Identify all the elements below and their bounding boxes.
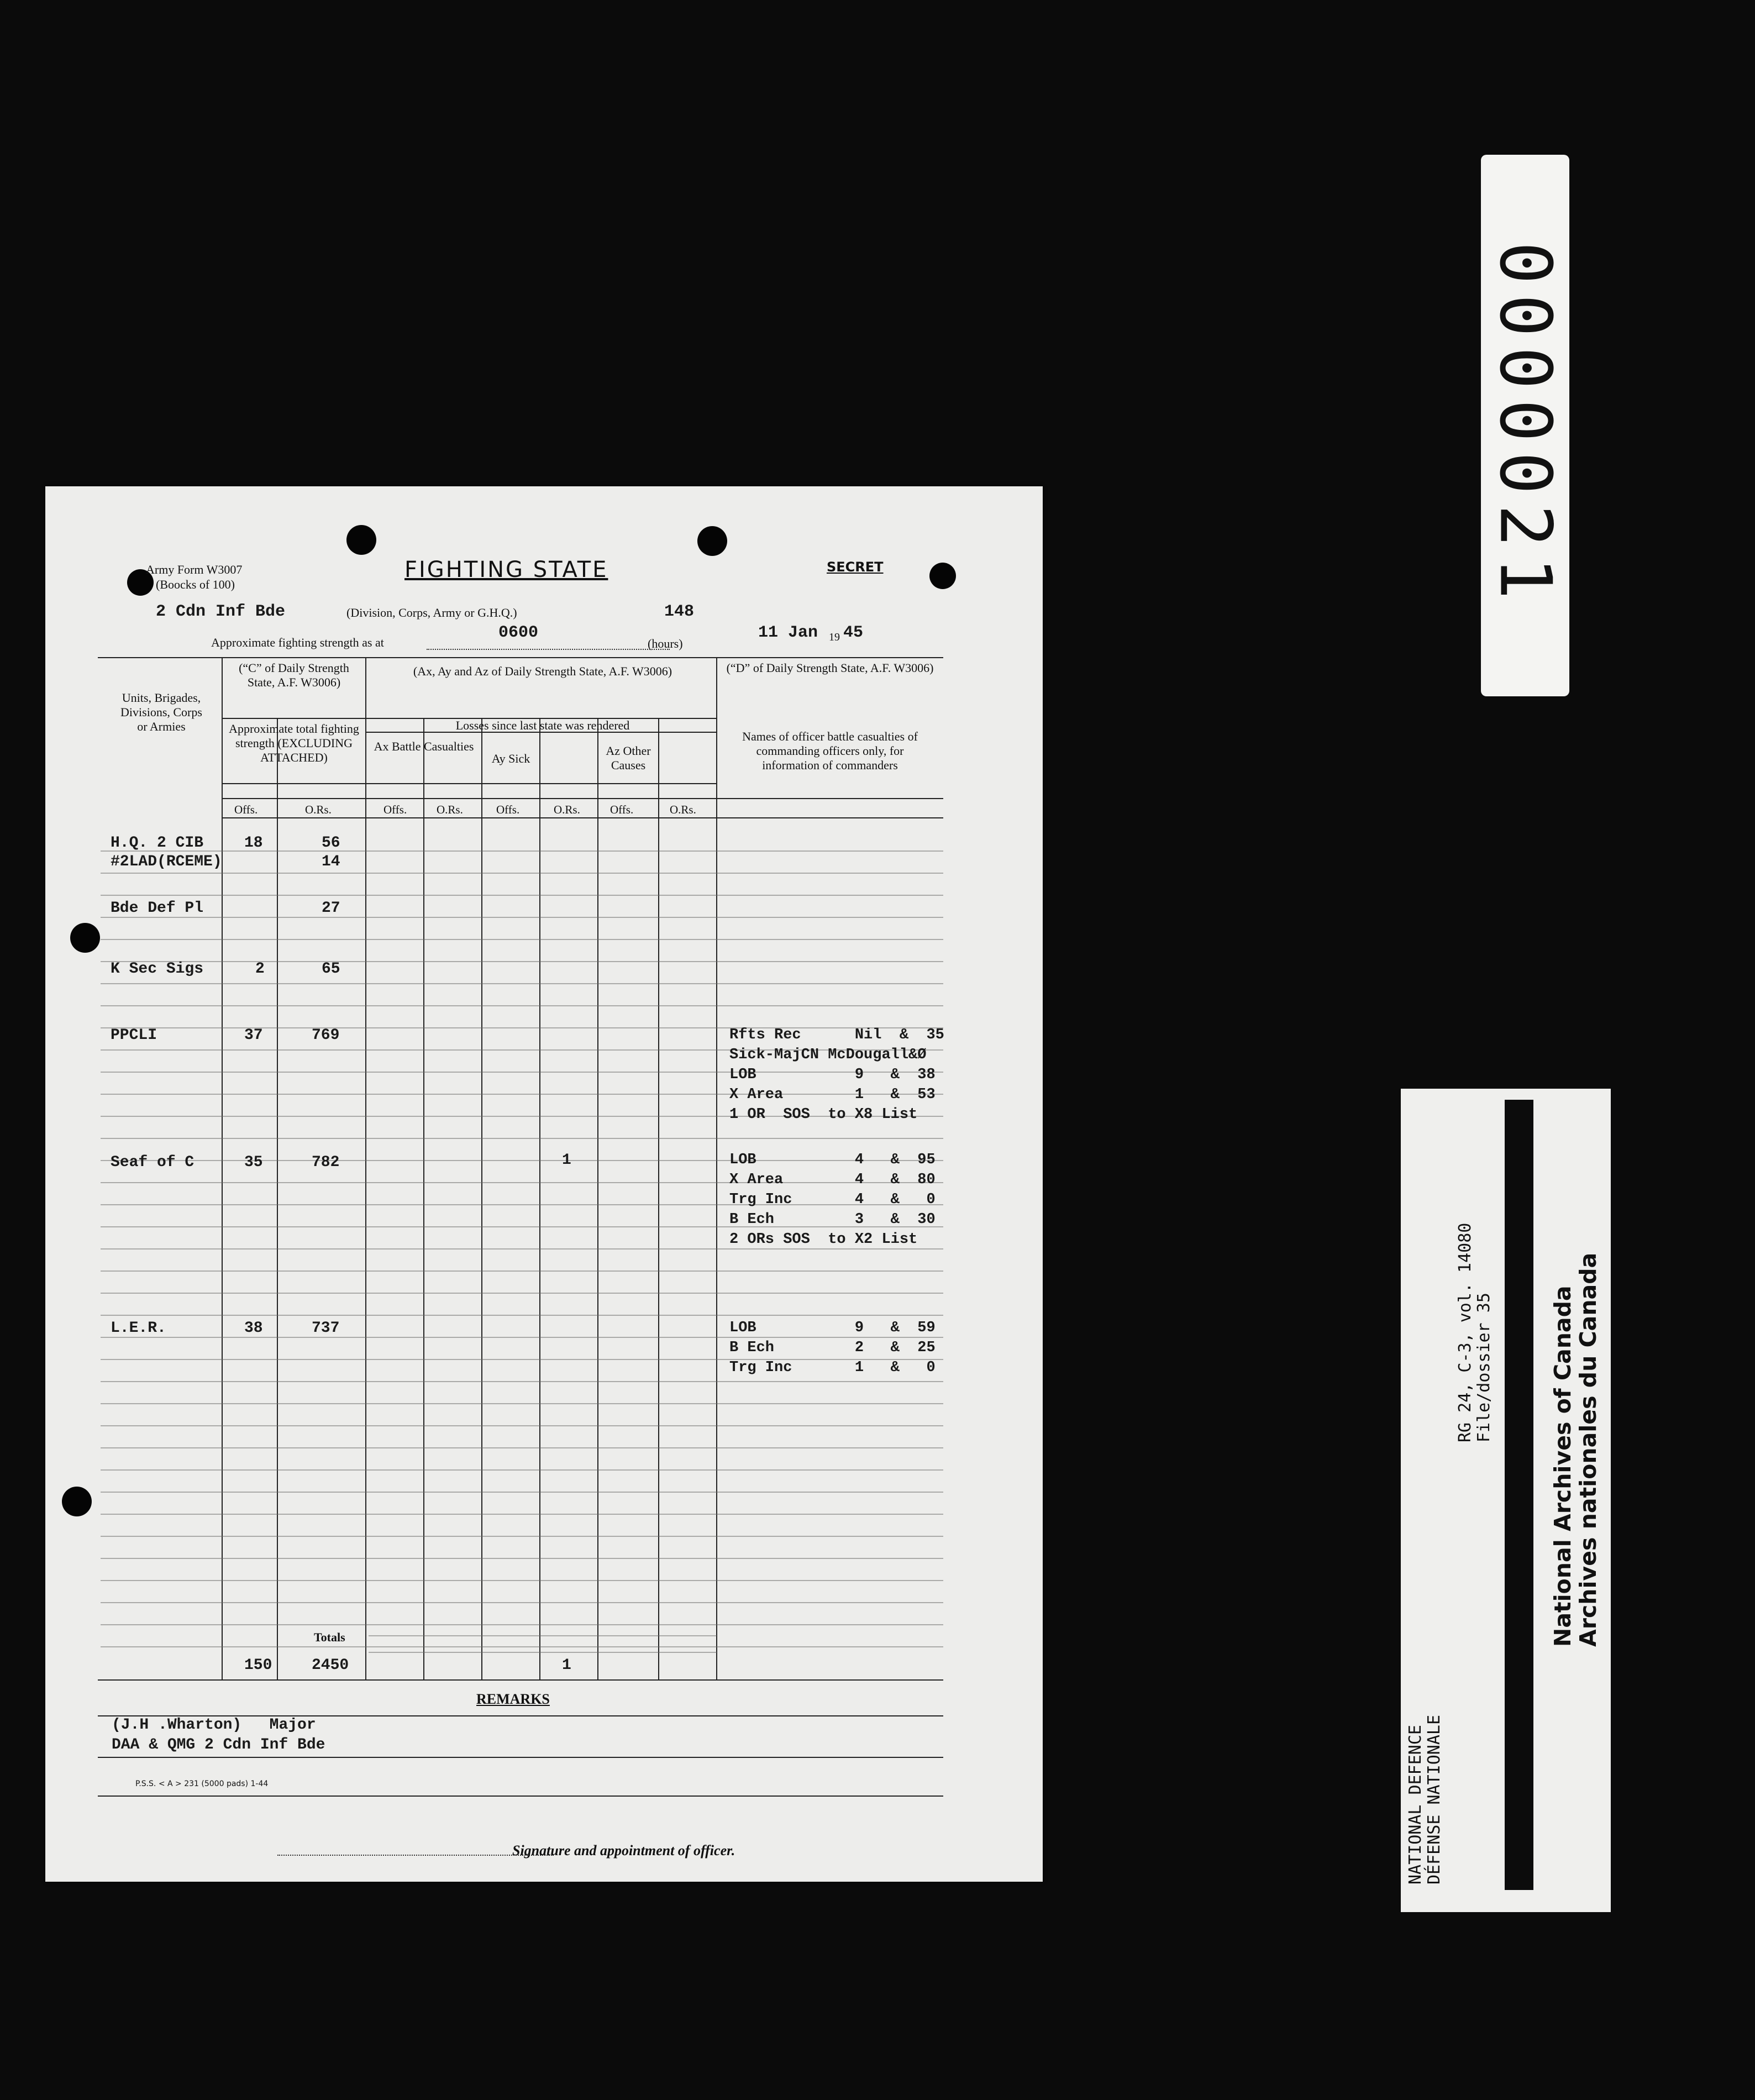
- unit-offs: 35: [244, 1154, 263, 1171]
- unit-ors: 27: [322, 900, 340, 917]
- remarks-entry: 1 OR SOS to X8 List: [729, 1106, 918, 1123]
- unit-name: #2LAD(RCEME): [111, 853, 222, 870]
- header-ax-battle: Ax Battle Casualties: [374, 739, 474, 753]
- col-ors: O.Rs.: [554, 803, 580, 816]
- fighting-state-form: [45, 486, 1043, 1882]
- unit-ors: 737: [312, 1320, 340, 1337]
- unit-sick-ors: 1: [562, 1152, 571, 1169]
- signer-name: (J.H .Wharton) Major: [112, 1716, 316, 1734]
- header-c-daily: (“C” of Daily Strength State, A.F. W3006): [239, 661, 349, 689]
- col-offs: Offs.: [610, 803, 634, 816]
- unit-name: Seaf of C: [111, 1154, 195, 1171]
- col-offs: Offs.: [383, 803, 407, 816]
- header-ay-sick: Ay Sick: [491, 752, 530, 765]
- remarks-heading: REMARKS: [476, 1691, 550, 1707]
- hours-caption: (hours): [648, 637, 683, 650]
- unit-offs: 37: [244, 1027, 263, 1044]
- unit-ors: 65: [322, 960, 340, 978]
- remarks-entry: Trg Inc 4 & 0: [729, 1191, 936, 1208]
- header-names: Names of officer battle casualties of commanding officers only, for information of commanders: [742, 729, 918, 772]
- archive-name-en: National Archives of Canada: [1549, 1285, 1576, 1647]
- col-offs: Offs.: [234, 803, 258, 816]
- frame-number: 0000021: [1484, 242, 1567, 610]
- col-ors: O.Rs.: [670, 803, 696, 816]
- archive-ref-line1: RG 24, C-3, vol. 14080: [1456, 1222, 1475, 1442]
- unit-ors: 14: [322, 853, 340, 870]
- unit-ors: 56: [322, 834, 340, 852]
- unit-offs: 18: [244, 834, 263, 852]
- remarks-entry: LOB 4 & 95: [729, 1152, 936, 1168]
- remarks-entry: LOB 9 & 59: [729, 1320, 936, 1336]
- remarks-entry: Trg Inc 1 & 0: [729, 1359, 936, 1376]
- print-code: P.S.S. < A > 231 (5000 pads) 1-44: [135, 1779, 269, 1788]
- form-number: 148: [664, 602, 695, 621]
- signature-caption: Signature and appointment of officer.: [512, 1842, 735, 1859]
- unit-ors: 782: [312, 1154, 340, 1171]
- unit-name: H.Q. 2 CIB: [111, 834, 204, 852]
- unit-name: Bde Def Pl: [111, 900, 204, 917]
- archive-ref-line2: File/dossier 35: [1474, 1293, 1494, 1442]
- books-note: (Boocks of 100): [156, 578, 235, 591]
- army-form-number: Army Form W3007: [146, 563, 243, 576]
- archive-dept-line2: DÉFENSE NATIONALE: [1425, 1714, 1444, 1884]
- archive-name-fr: Archives nationales du Canada: [1575, 1252, 1601, 1647]
- remarks-entry: Rfts Rec Nil & 35: [729, 1027, 944, 1043]
- signer-appointment: DAA & QMG 2 Cdn Inf Bde: [112, 1736, 325, 1754]
- header-units: Units, Brigades, Divisions, Corps or Armies: [120, 691, 202, 733]
- col-ors: O.Rs.: [305, 803, 332, 816]
- approx-label: Approximate fighting strength as at: [211, 636, 384, 649]
- archive-reference: [1456, 1111, 1494, 1442]
- remarks-entry: B Ech 3 & 30: [729, 1211, 936, 1228]
- col-offs: Offs.: [496, 803, 520, 816]
- unit-name: PPCLI: [111, 1027, 157, 1044]
- remarks-entry: X Area 1 & 53: [729, 1086, 936, 1103]
- remarks-entry: X Area 4 & 80: [729, 1172, 936, 1188]
- unit-name: K Sec Sigs: [111, 960, 204, 978]
- unit-ors: 769: [312, 1027, 340, 1044]
- total-sick-ors: 1: [562, 1657, 571, 1674]
- archive-label-stripe: [1505, 1100, 1533, 1890]
- archive-label: [1401, 1089, 1611, 1912]
- header-d-daily: (“D” of Daily Strength State, A.F. W3006): [726, 661, 934, 675]
- secret-marking: SECRET: [827, 559, 884, 575]
- hours-value: 0600: [498, 623, 539, 642]
- unit-name: L.E.R.: [111, 1320, 166, 1337]
- archive-name: [1550, 1205, 1601, 1647]
- form-title: FIGHTING STATE: [404, 557, 608, 582]
- unit-offs: 38: [244, 1320, 263, 1337]
- header-ax-daily: (Ax, Ay and Az of Daily Strength State, A.F. W3006): [413, 664, 672, 678]
- total-ors: 2450: [312, 1657, 349, 1674]
- total-offs: 150: [244, 1657, 272, 1674]
- remarks-entry: B Ech 2 & 25: [729, 1340, 936, 1356]
- archive-department: [1406, 1299, 1444, 1884]
- remarks-entry: 2 ORs SOS to X2 List: [729, 1231, 918, 1248]
- formation-name: 2 Cdn Inf Bde: [156, 602, 286, 621]
- archive-dept-line1: NATIONAL DEFENCE: [1406, 1725, 1425, 1884]
- frame-number-label: [1481, 155, 1569, 696]
- header-az-other: Az Other Causes: [606, 744, 651, 772]
- col-ors: O.Rs.: [437, 803, 463, 816]
- header-approx-total: Approximate total fighting strength (EXCLUDING ATTACHED): [229, 722, 359, 764]
- unit-offs: 2: [255, 960, 265, 978]
- date-year: 45: [843, 623, 864, 642]
- date-year-prefix: 19: [829, 631, 840, 643]
- remarks-entry: Sick-MajCN McDougall&Ø: [729, 1047, 927, 1063]
- formation-caption: (Division, Corps, Army or G.H.Q.): [346, 606, 517, 620]
- header-losses: Losses since last state was rendered: [455, 718, 630, 732]
- remarks-entry: LOB 9 & 38: [729, 1067, 936, 1083]
- totals-label: Totals: [314, 1630, 345, 1644]
- date-value: 11 Jan: [758, 623, 818, 642]
